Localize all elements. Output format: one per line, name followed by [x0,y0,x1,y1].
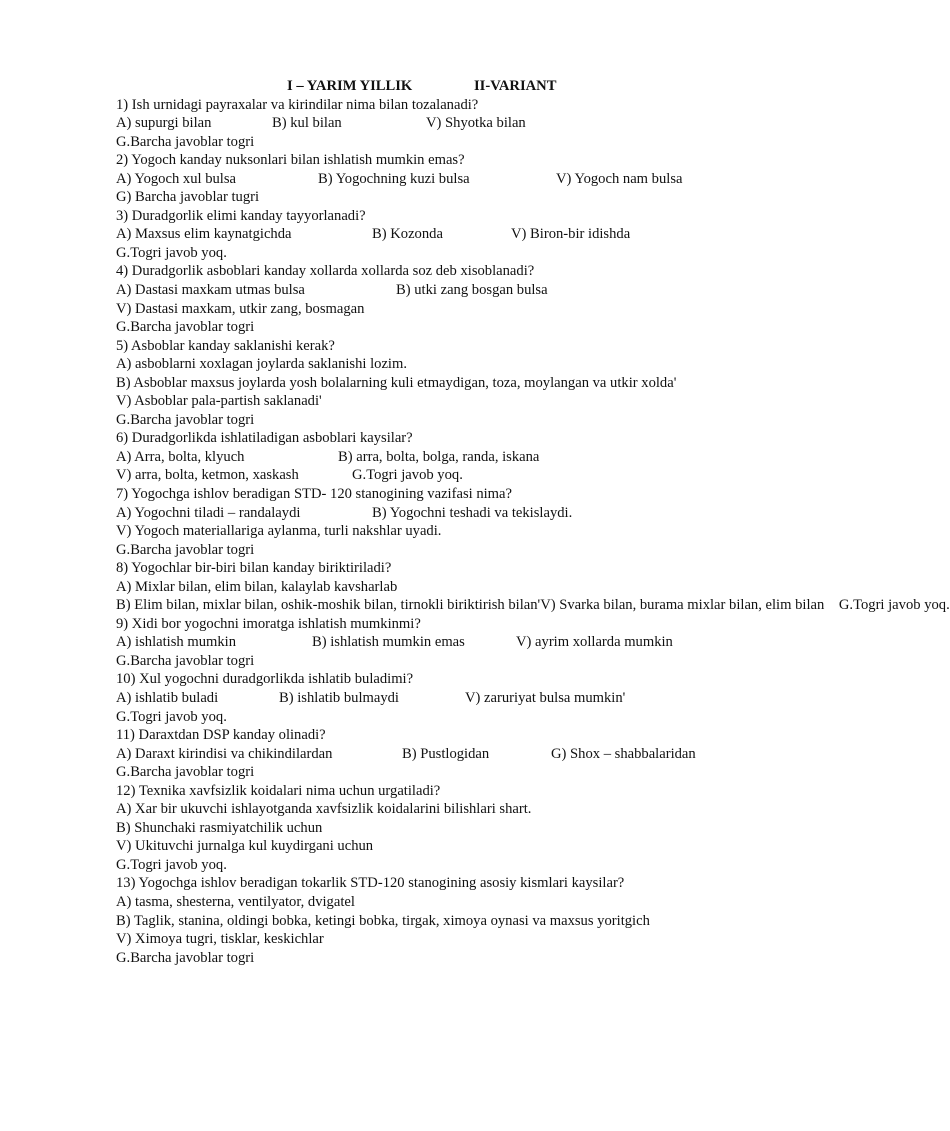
question-13: 13) Yogochga ishlov beradigan tokarlik STD-120 stanogining asosiy kismlari kaysilar? [116,875,625,892]
option-b: B) Yogochni teshadi va tekislaydi. [372,504,573,521]
option-b: B) arra, bolta, bolga, randa, iskana [338,448,540,465]
option-b: B) ishlatish mumkin emas [312,634,465,651]
option-b: B) Asboblar maxsus joylarda yosh bolalarning kuli etmaydigan, toza, moylangan va utkir xolda' [116,374,677,391]
option-b: B) Taglik, stanina, oldingi bobka, ketingi bobka, tirgak, ximoya oynasi va maxsus yoritgich [116,912,650,929]
answer-row [116,745,738,764]
option-g: G.Barcha javoblar togri [116,949,255,966]
option-b-v: B) Elim bilan, mixlar bilan, oshik-moshik bilan, tirnokli biriktirish bilan'V) Svarka bilan, burama mixlar bilan, elim bilan G.Togri javob yoq. [116,597,950,614]
title-variant: II-VARIANT [474,78,557,94]
option-v: V) Biron-bir idishda [511,226,631,243]
option-g: G.Barcha javoblar togri [116,652,255,669]
question-4: 4) Duradgorlik asboblari kanday xollarda xollarda soz deb xisoblanadi? [116,263,535,280]
option-a: A) Mixlar bilan, elim bilan, kalaylab kavsharlab [116,578,398,595]
option-b: B) Shunchaki rasmiyatchilik uchun [116,819,323,836]
option-v: V) Yogoch nam bulsa [556,170,683,187]
option-a: A) Xar bir ukuvchi ishlayotganda xavfsizlik koidalarini bilishlari shart. [116,801,532,818]
option-v: V) Shyotka bilan [426,115,526,132]
answer-row [116,689,738,708]
answer-row [116,114,738,133]
page-title [0,77,800,96]
option-g: G.Barcha javoblar togri [116,764,255,781]
option-a: A) Daraxt kirindisi va chikindilardan [116,745,333,762]
option-a: A) asboblarni xoxlagan joylarda saklanishi lozim. [116,356,407,373]
option-a: A) Arra, bolta, klyuch [116,448,245,465]
answer-row [116,225,738,244]
option-v: V) Ximoya tugri, tisklar, keskichlar [116,931,324,948]
option-a: A) supurgi bilan [116,115,212,132]
option-a: A) tasma, shesterna, ventilyator, dvigatel [116,894,355,911]
option-g: G.Barcha javoblar togri [116,319,255,336]
option-v: V) zaruriyat bulsa mumkin' [465,690,626,706]
answer-row [116,281,738,300]
option-g: G) Barcha javoblar tugri [116,189,260,206]
option-b: B) utki zang bosgan bulsa [396,281,548,298]
question-list [116,96,950,968]
answer-row [116,633,738,652]
question-9: 9) Xidi bor yogochni imoratga ishlatish mumkinmi? [116,615,421,632]
question-1: 1) Ish urnidagi payraxalar va kirindilar nima bilan tozalanadi? [116,96,479,113]
option-g: G.Barcha javoblar togri [116,411,255,428]
option-v: V) Dastasi maxkam, utkir zang, bosmagan [116,300,365,317]
option-g: G.Togri javob yoq. [116,244,227,261]
question-10: 10) Xul yogochni duradgorlikda ishlatib buladimi? [116,671,414,688]
option-a: A) ishlatish mumkin [116,634,236,651]
question-11: 11) Daraxtdan DSP kanday olinadi? [116,727,326,744]
question-5: 5) Asboblar kanday saklanishi kerak? [116,337,335,354]
title-semester: I – YARIM YILLIK [287,78,413,94]
option-a: A) Dastasi maxkam utmas bulsa [116,281,305,298]
option-v: V) arra, bolta, ketmon, xaskash [116,467,299,484]
question-12: 12) Texnika xavfsizlik koidalari nima uchun urgatiladi? [116,782,441,799]
option-a: A) Yogochni tiladi – randalaydi [116,504,301,521]
option-g: G.Togri javob yoq. [116,856,227,873]
option-v: V) Asboblar pala-partish saklanadi' [116,393,322,410]
answer-row [116,170,738,189]
option-b: B) Pustlogidan [402,745,490,762]
option-g: G.Togri javob yoq. [352,467,463,484]
option-g: G.Barcha javoblar togri [116,541,255,558]
option-g: G) Shox – shabbalaridan [551,745,696,762]
option-b: B) ishlatib bulmaydi [279,690,399,706]
answer-row [116,466,738,485]
option-a: A) ishlatib buladi [116,690,219,706]
option-g: G.Togri javob yoq. [116,708,227,725]
option-b: B) Yogochning kuzi bulsa [318,170,470,187]
question-8: 8) Yogochlar bir-biri bilan kanday biriktiriladi? [116,560,392,577]
option-a: A) Maxsus elim kaynatgichda [116,226,292,243]
answer-row [116,448,738,467]
option-v: V) Yogoch materiallariga aylanma, turli nakshlar uyadi. [116,523,442,540]
question-2: 2) Yogoch kanday nuksonlari bilan ishlatish mumkin emas? [116,152,465,169]
option-g: G.Togri javob yoq. [838,597,950,614]
question-6: 6) Duradgorlikda ishlatiladigan asboblari kaysilar? [116,430,413,447]
question-7: 7) Yogochga ishlov beradigan STD- 120 stanogining vazifasi nima? [116,485,512,502]
option-b: B) Kozonda [372,226,443,243]
option-v: V) ayrim xollarda mumkin [516,634,673,651]
option-v: V) Ukituvchi jurnalga kul kuydirgani uchun [116,838,374,855]
option-a: A) Yogoch xul bulsa [116,170,236,187]
option-g: G.Barcha javoblar togri [116,133,255,150]
answer-row [116,504,738,523]
option-b: B) kul bilan [272,115,342,132]
question-3: 3) Duradgorlik elimi kanday tayyorlanadi? [116,207,366,224]
